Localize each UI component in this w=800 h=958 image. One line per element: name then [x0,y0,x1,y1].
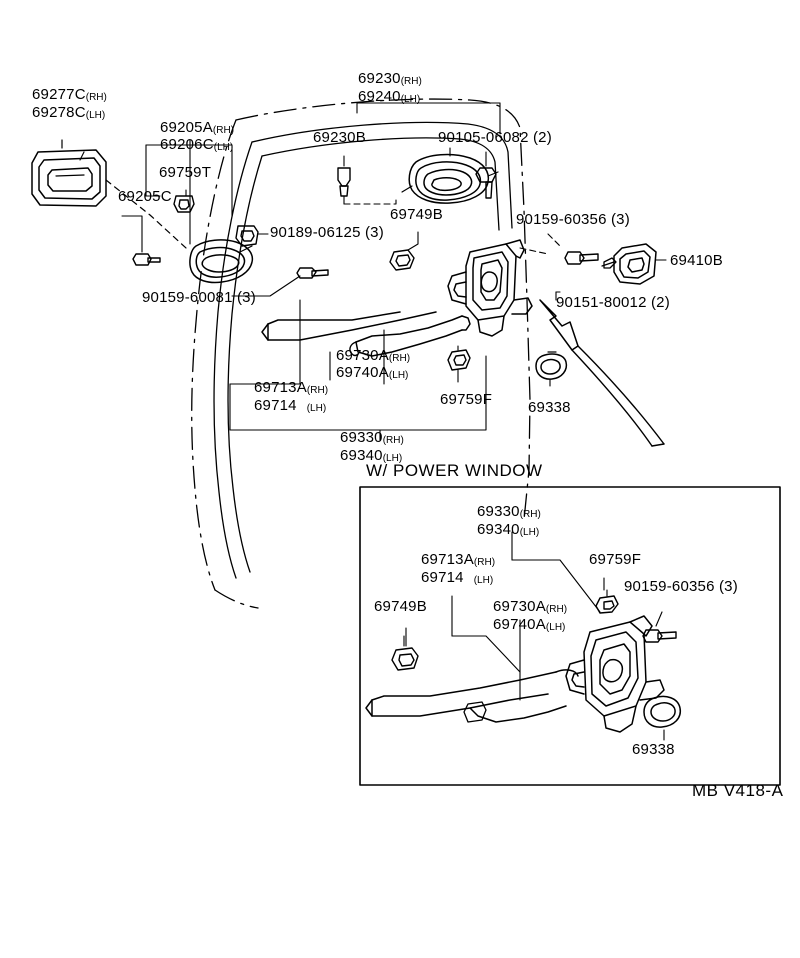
label-69749B: 69749B [390,206,443,223]
label-pw-69330: 69330(RH) [477,503,541,520]
label-69410B: 69410B [670,252,723,269]
label-69206C: 69206C(LH) [160,136,234,153]
drawing-code: MB V418-A [692,781,784,800]
label-69205C: 69205C [118,188,172,205]
label-pw-69730A: 69730A(RH) [493,598,568,615]
label-pw-69340: 69340(LH) [477,521,540,538]
label-69277C: 69277C(RH) [32,86,107,103]
label-69230: 69230(RH) [358,70,422,87]
label-pw-69713A: 69713A(RH) [421,551,496,568]
label-69714: 69714 (LH) [254,397,327,414]
label-90151-80012: 90151-80012 (2) [556,294,670,311]
title-power-window: W/ POWER WINDOW [366,461,543,480]
label-pw-90159-60356: 90159-60356 (3) [624,578,738,595]
label-pw-69338: 69338 [632,741,675,758]
label-69730A: 69730A(RH) [336,347,411,364]
label-pw-69749B: 69749B [374,598,427,615]
label-69740A: 69740A(LH) [336,364,409,381]
label-69278C: 69278C(LH) [32,104,106,121]
label-69230B: 69230B [313,129,366,146]
label-90159-60081: 90159-60081 (3) [142,289,256,306]
label-69340: 69340(LH) [340,447,403,464]
label-69205A: 69205A(RH) [160,119,235,136]
label-pw-69759F: 69759F [589,551,642,568]
label-90189-06125: 90189-06125 (3) [270,224,384,241]
label-69759F: 69759F [440,391,493,408]
label-69713A: 69713A(RH) [254,379,329,396]
label-pw-69714: 69714 (LH) [421,569,494,586]
label-69330: 69330(RH) [340,429,404,446]
label-69240: 69240(LH) [358,88,421,105]
label-90105-06082: 90105-06082 (2) [438,129,552,146]
label-pw-69740A: 69740A(LH) [493,616,566,633]
label-69759T: 69759T [159,164,212,181]
label-69338: 69338 [528,399,571,416]
label-90159-60356-top: 90159-60356 (3) [516,211,630,228]
